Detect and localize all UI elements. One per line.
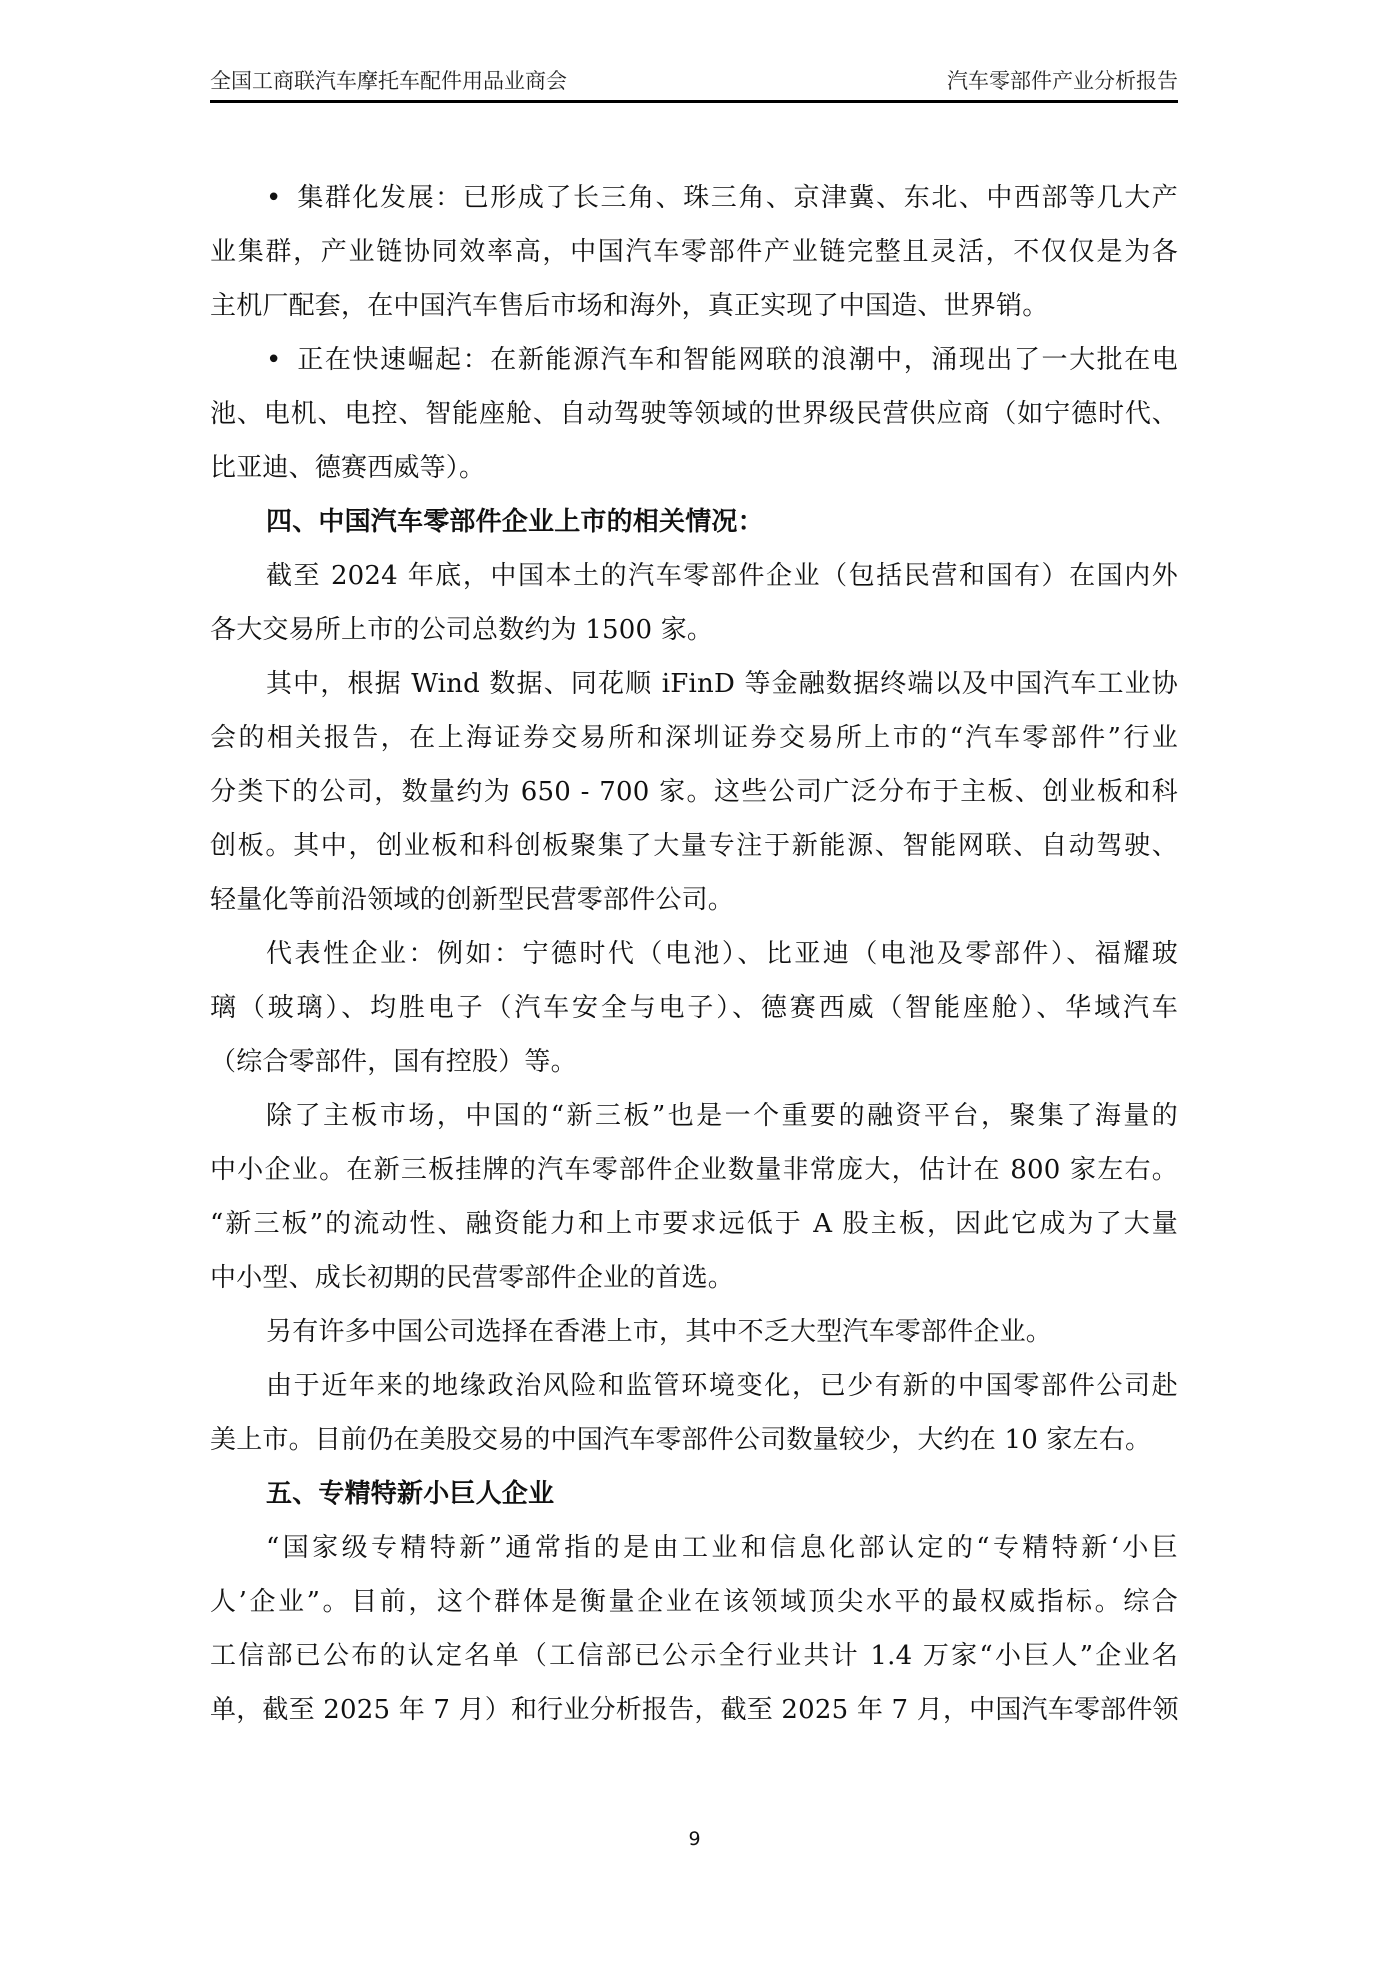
page-header	[210, 62, 1178, 103]
text-line: 池、电机、电控、智能座舱、自动驾驶等领域的世界级民营供应商（如宁德时代、	[210, 399, 1178, 429]
header-report-title: 汽车零部件产业分析报告	[947, 69, 1178, 93]
paragraph-neeq	[210, 1096, 1178, 1312]
text-line: 轻量化等前沿领域的创新型民营零部件公司。	[210, 885, 735, 915]
text-line: “新三板”的流动性、融资能力和上市要求远低于 A 股主板，因此它成为了大量	[210, 1209, 1178, 1239]
bullet-icon: •	[266, 183, 282, 213]
text-line: “国家级专精特新”通常指的是由工业和信息化部认定的“专精特新‘小巨	[266, 1533, 1178, 1563]
text-line: 截至 2024 年底，中国本土的汽车零部件企业（包括民营和国有）在国内外	[266, 561, 1178, 591]
text-line: 代表性企业：例如：宁德时代（电池）、比亚迪（电池及零部件）、福耀玻	[266, 939, 1178, 969]
bullet-paragraph-clustering	[210, 178, 1178, 340]
text-line: 业集群，产业链协同效率高，中国汽车零部件产业链完整且灵活，不仅仅是为各	[210, 237, 1178, 267]
bullet-icon: •	[266, 345, 282, 375]
text-line: 主机厂配套，在中国汽车售后市场和海外，真正实现了中国造、世界销。	[210, 291, 1049, 321]
text-line: 会的相关报告，在上海证券交易所和深圳证券交易所上市的“汽车零部件”行业	[210, 723, 1178, 753]
text-line: 中小企业。在新三板挂牌的汽车零部件企业数量非常庞大，估计在 800 家左右。	[210, 1155, 1178, 1185]
text-line: （综合零部件，国有控股）等。	[210, 1047, 577, 1077]
text-line: 比亚迪、德赛西威等）。	[210, 453, 486, 483]
text-line: 除了主板市场，中国的“新三板”也是一个重要的融资平台，聚集了海量的	[266, 1101, 1178, 1131]
paragraph-srdi	[210, 1528, 1178, 1744]
text-line: 创板。其中，创业板和科创板聚集了大量专注于新能源、智能网联、自动驾驶、	[210, 831, 1178, 861]
header-organization: 全国工商联汽车摩托车配件用品业商会	[210, 69, 567, 93]
paragraph-a-share	[210, 664, 1178, 934]
text-line: 美上市。目前仍在美股交易的中国汽车零部件公司数量较少，大约在 10 家左右。	[210, 1425, 1152, 1455]
paragraph-hong-kong	[210, 1312, 1178, 1366]
paragraph-us-listing	[210, 1366, 1178, 1474]
text-line: • 集群化发展：已形成了长三角、珠三角、京津冀、东北、中西部等几大产	[210, 178, 1178, 232]
text-line: 璃（玻璃）、均胜电子（汽车安全与电子）、德赛西威（智能座舱）、华域汽车	[210, 993, 1178, 1023]
text-line: 另有许多中国公司选择在香港上市，其中不乏大型汽车零部件企业。	[266, 1317, 1053, 1347]
text-line: 工信部已公布的认定名单（工信部已公示全行业共计 1.4 万家“小巨人”企业名	[210, 1641, 1178, 1671]
paragraph-total-listed	[210, 556, 1178, 664]
section-heading-little-giants: 五、专精特新小巨人企业	[266, 1479, 555, 1509]
text-line: 单，截至 2025 年 7 月）和行业分析报告，截至 2025 年 7 月，中国汽车零部件领	[210, 1695, 1179, 1725]
text-line: 各大交易所上市的公司总数约为 1500 家。	[210, 615, 714, 645]
paragraph-representative-companies	[210, 934, 1178, 1096]
text-line: 由于近年来的地缘政治风险和监管环境变化，已少有新的中国零部件公司赴	[266, 1371, 1178, 1401]
text-line: 中小型、成长初期的民营零部件企业的首选。	[210, 1263, 735, 1293]
text-line: 分类下的公司，数量约为 650 - 700 家。这些公司广泛分布于主板、创业板和科	[210, 777, 1178, 807]
document-body	[210, 178, 1178, 1744]
section-heading-listing: 四、中国汽车零部件企业上市的相关情况：	[266, 507, 764, 537]
text-line: • 正在快速崛起：在新能源汽车和智能网联的浪潮中，涌现出了一大批在电	[210, 340, 1178, 394]
bullet-paragraph-rising	[210, 340, 1178, 502]
text-line: 人’企业”。目前，这个群体是衡量企业在该领域顶尖水平的最权威指标。综合	[210, 1587, 1178, 1617]
page-number: 9	[688, 1828, 701, 1850]
text-line: 其中，根据 Wind 数据、同花顺 iFinD 等金融数据终端以及中国汽车工业协	[266, 669, 1178, 699]
